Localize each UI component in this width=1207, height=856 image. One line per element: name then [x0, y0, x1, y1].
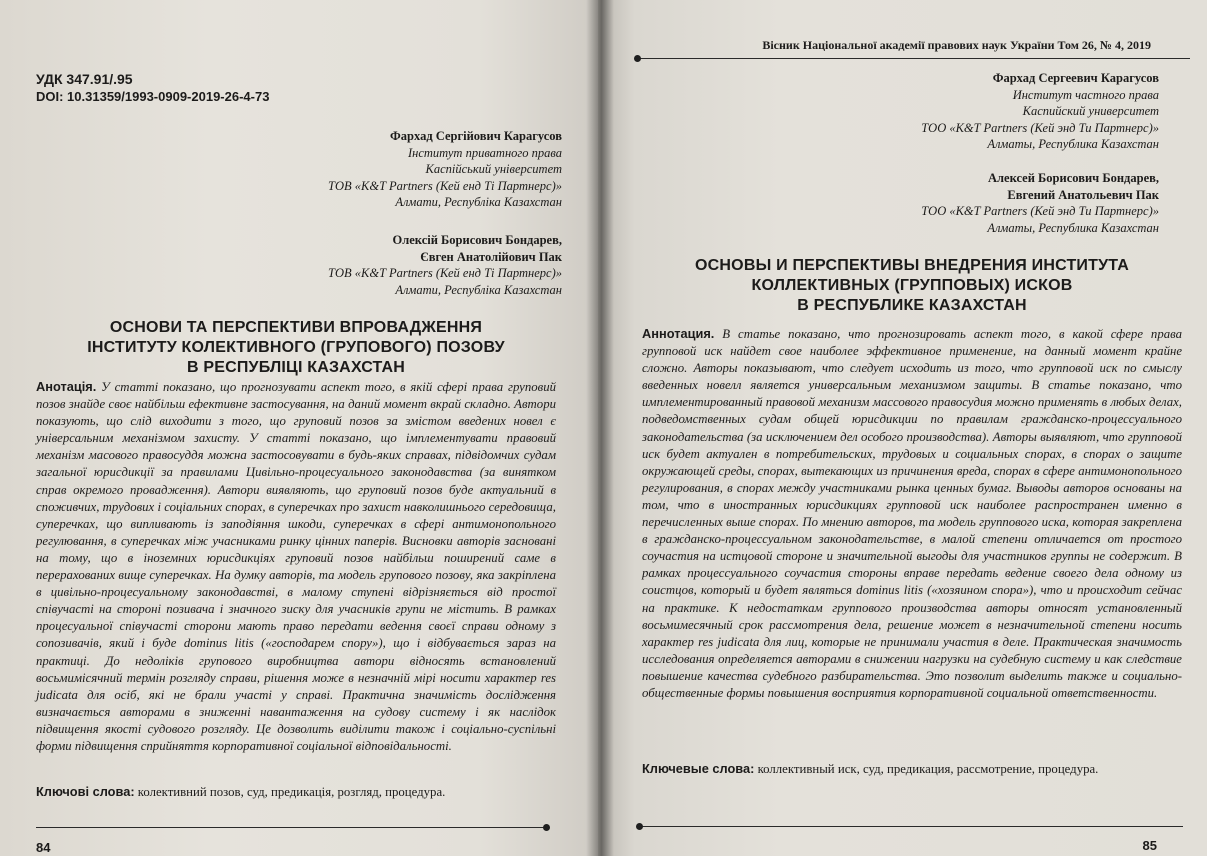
author-name: Євген Анатолійович Пак: [420, 249, 562, 264]
doi: DOI: 10.31359/1993-0909-2019-26-4-73: [36, 89, 270, 104]
article-title: [36, 318, 556, 378]
author-name: Евгений Анатольевич Пак: [1007, 187, 1159, 202]
right-page: [598, 0, 1207, 856]
title-line: КОЛЛЕКТИВНЫХ (ГРУППОВЫХ) ИСКОВ: [751, 277, 1073, 294]
abstract-text: У статті показано, що прогнозувати аспект того, в якій сфері права груповий позов знайде своє найбільш ефективне застосування, на даний момент вкрай складно. Автори показують, що слід виходити з того, що груповий позов за змістом введених новел є універсальним механізмом захисту. У статті показано, що імплементувати правовий механізм масового правосуддя можна застосовувати в будь-яких справах, підвідомчих судам загальної юрисдикції за правилами Цивільно-процесуального законодавства (за винятком справ окремого провадження). Автори виявляють, що груповий позов буде актуальний в споживчих, трудових і соціальних спорах, в суперечках про захист навколишнього середовища, суперечках, що випливають із заподіяння шкоди, суперечках в сфері антимонопольного регулювання, в суперечках між учасниками ринку цінних паперів. Висновки авторів засновані на тому, що в іноземних юрисдикціях груповий позов найбільш поширений саме в перерахованих вище суперечках. На думку авторів, та модель групового позову, яка закріплена в цивільно-процесуальному законодавстві, в малому ступені відрізняється від простої співучасті на стороні позивача і значного зиску для учасників групи не містить. В рамках процесуальної співучасті сторони мають право передати ведення своєї справи одному з сопозивачів, який і буде dominus litis («господарем спору»), що і відбувається зараз на практиці. До недоліків групового виробництва автори відносять встановлений восьмимісячний термін розгляду справи, рішення може в незначній мірі носити характер res judicata для осіб, які не брали участі у справі. Практична значимість дослідження визначається авторами в зниженні навантаження на судову систему і як наслідок підвищення якості судового розгляду. Це дозволить виділити також і соціально-суспільні форми підвищення сприйняття корпоративної соціальної відповідальності.: [36, 380, 557, 753]
header-bullet: [634, 55, 641, 62]
author-name: Олексій Борисович Бондарев,: [392, 233, 562, 247]
author-affiliation: ТОО «K&T Partners (Кей энд Ти Партнерс)»: [921, 204, 1159, 218]
keywords: [36, 783, 556, 801]
abstract: [36, 378, 556, 755]
author-block-2: [921, 170, 1159, 236]
author-block-1: [328, 128, 562, 211]
author-block-2: [328, 232, 562, 298]
author-affiliation: Інститут приватного права: [407, 145, 562, 160]
footer-bullet: [543, 824, 550, 831]
title-line: ІНСТИТУТУ КОЛЕКТИВНОГО (ГРУПОВОГО) ПОЗОВУ: [87, 339, 505, 356]
header-rule: [638, 58, 1190, 59]
footer-rule: [638, 826, 1183, 827]
footer-bullet: [636, 823, 643, 830]
author-affiliation: Институт частного права: [1012, 87, 1159, 102]
author-city: Алматы, Республика Казахстан: [987, 137, 1159, 151]
author-name: Алексей Борисович Бондарев,: [987, 171, 1159, 185]
keywords-label: Ключевые слова:: [642, 761, 755, 776]
keywords: [642, 760, 1182, 778]
author-city: Алмати, Республіка Казахстан: [395, 282, 562, 297]
author-affiliation: ТОО «K&T Partners (Кей энд Ти Партнерс)»: [921, 120, 1159, 135]
abstract: [642, 325, 1182, 702]
author-affiliation: Каспийский университет: [1022, 104, 1159, 118]
author-name: Фархад Сергійович Карагусов: [390, 129, 562, 143]
page-number: 85: [1142, 838, 1157, 853]
title-line: ОСНОВИ ТА ПЕРСПЕКТИВИ ВПРОВАДЖЕННЯ: [109, 319, 483, 336]
author-name: Фархад Сергеевич Карагусов: [992, 71, 1159, 85]
abstract-label: Аннотация.: [642, 326, 715, 341]
author-block-1: [921, 70, 1159, 153]
page-number: 84: [36, 840, 51, 855]
udk-code: УДК 347.91/.95: [36, 71, 133, 87]
keywords-text: коллективный иск, суд, предикация, рассмотрение, процедура.: [757, 762, 1099, 776]
article-title: [642, 256, 1182, 316]
title-line: В РЕСПУБЛІЦІ КАЗАХСТАН: [186, 359, 406, 376]
journal-header: Вісник Національної академії правових наук України Том 26, № 4, 2019: [762, 38, 1151, 52]
title-line: В РЕСПУБЛИКЕ КАЗАХСТАН: [797, 297, 1027, 314]
abstract-text: В статье показано, что прогнозировать аспект того, в какой сфере права групповой иск найдет свое наиболее эффективное применение, на данный момент крайне сложно. Авторы показывают, что следует исходить из того, что групповой иск по смыслу введенных новелл является универсальным механизмом защиты. В статье показано, что имплементированный правовой механизм массового правосудия можно применять в любых делах, подведомственных судам общей юрисдикции по правилам гражданско-процессуального законодательства (за исключением дел особого производства). Авторы выявляют, что групповой иск будет актуален в потребительских, трудовых и социальных спорах, в спорах о защите окружающей среды, спорах, вытекающих из причинения вреда, спорах в сфере антимонопольного регулирования, в спорах между участниками рынка ценных бумаг. Выводы авторов основаны на том, что в иностранных юрисдикциях групповой иск наиболее распространен именно в перечисленных выше спорах. По мнению авторов, та модель группового иска, которая закреплена в гражданско-процессуальном законодательстве, в малой степени отличается от простого соучастия на истцовой стороне и значительной выгоды для участников группы не содержит. В рамках процессуального соучастия стороны вправе передать ведение своего дела одному из соистцов, который и будет являться dominus litis («хозяином спора»), что и происходит сейчас на практике. К недостаткам группового производства авторы относят установленный восьмимесячный срок рассмотрения дела, решение может в незначительной степени носить характер res judicata для лиц, которые не принимали участия в деле. Практическая значимость исследования определяется авторами в снижении нагрузки на судебную систему и как следствие повышение качества судебного разбирательства. Это позволит выделить также и социально-общественные формы повышения восприятия корпоративной социальной ответственности.: [642, 327, 1182, 700]
author-city: Алмати, Республіка Казахстан: [395, 195, 562, 209]
keywords-label: Ключові слова:: [36, 784, 135, 799]
author-affiliation: Каспійський університет: [425, 162, 562, 176]
footer-rule: [36, 827, 546, 828]
author-affiliation: ТОВ «K&T Partners (Кей енд Ті Партнерс)»: [328, 266, 562, 280]
title-line: ОСНОВЫ И ПЕРСПЕКТИВЫ ВНЕДРЕНИЯ ИНСТИТУТА: [695, 257, 1129, 274]
left-page: [0, 0, 598, 856]
author-affiliation: ТОВ «K&T Partners (Кей енд Ті Партнерс)»: [328, 178, 562, 193]
abstract-label: Анотація.: [36, 379, 97, 394]
keywords-text: колективний позов, суд, предикація, розгляд, процедура.: [137, 785, 446, 799]
author-city: Алматы, Республика Казахстан: [987, 220, 1159, 235]
book-spine-shadow: [586, 0, 614, 856]
